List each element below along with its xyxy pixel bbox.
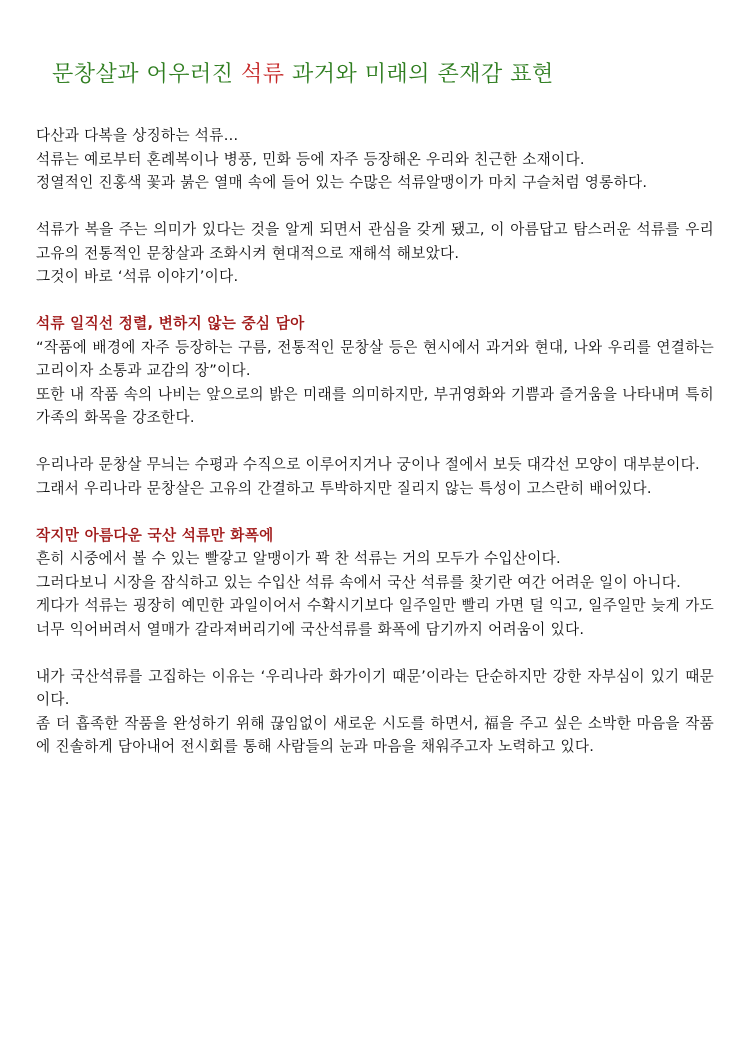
spacer [36, 430, 714, 454]
paragraph: 그것이 바로 ‘석류 이야기’이다. [36, 268, 239, 285]
paragraph: 석류는 예로부터 혼례복이나 병풍, 민화 등에 자주 등장해온 우리와 친근한 소재이다. [36, 150, 585, 168]
paragraph: 석류가 복을 주는 의미가 있다는 것을 알게 되면서 관심을 갖게 됐고, 이 아름답고 탐스러운 석류를 우리 고유의 전통적인 문창살과 조화시켜 현대적으로 재해석 해보았다. [36, 221, 714, 262]
paragraph: 우리나라 문창살 무늬는 수평과 수직으로 이루어지거나 궁이나 절에서 보듯 대각선 모양이 대부분이다. [36, 456, 700, 473]
title-part-1: 문창살과 어우러진 [52, 62, 242, 87]
paragraph: 그래서 우리나라 문창살은 고유의 간결하고 투박하지만 질리지 않는 특성이 고스란히 배어있다. [36, 479, 652, 497]
title-part-3: 과거와 미래의 존재감 표현 [284, 62, 554, 87]
spacer [36, 289, 714, 313]
paragraph: 흔히 시중에서 볼 수 있는 빨갛고 알맹이가 꽉 찬 석류는 거의 모두가 수입산이다. [36, 550, 561, 567]
title-highlight: 석류 [241, 62, 285, 87]
spacer [36, 500, 714, 524]
paragraph: 좀 더 흡족한 작품을 완성하기 위해 끊임없이 새로운 시도를 하면서, 福을 주고 싶은 소박한 마음을 작품에 진솔하게 담아내어 전시회를 통해 사람들의 눈과 마음을 채워주고자 노력하고 있다. [36, 714, 714, 755]
paragraph: 다산과 다복을 상징하는 석류… [36, 127, 239, 144]
paragraph: “작품에 배경에 자주 등장하는 구름, 전통적인 문창살 등은 현시에서 과거와 현대, 나와 우리를 연결하는 고리이자 소통과 교감의 장”이다. [36, 338, 714, 379]
article-body [36, 124, 714, 759]
spacer [36, 195, 714, 219]
paragraph: 내가 국산석류를 고집하는 이유는 ‘우리나라 화가이기 때문’이라는 단순하지만 강한 자부심이 있기 때문이다. [36, 667, 714, 708]
spacer [36, 641, 714, 665]
page-title [52, 58, 732, 92]
paragraph: 그러다보니 시장을 잠식하고 있는 수입산 석류 속에서 국산 석류를 찾기란 여간 어려운 일이 아니다. [36, 573, 682, 591]
paragraph: 게다가 석류는 굉장히 예민한 과일이어서 수확시기보다 일주일만 빨리 가면 덜 익고, 일주일만 늦게 가도 너무 익어버려서 열매가 갈라져버리기에 국산석류를 화폭에 담기까지 어려움이 있다. [36, 597, 714, 638]
paragraph: 또한 내 작품 속의 나비는 앞으로의 밝은 미래를 의미하지만, 부귀영화와 기쁨과 즐거움을 나타내며 특히 가족의 화목을 강조한다. [36, 385, 714, 426]
paragraph: 정열적인 진홍색 꽃과 붉은 열매 속에 들어 있는 수많은 석류알맹이가 마치 구슬처럼 영롱하다. [36, 174, 648, 191]
section-heading: 석류 일직선 정렬, 변하지 않는 중심 담아 [36, 315, 305, 332]
section-heading: 작지만 아름다운 국산 석류만 화폭에 [36, 526, 274, 544]
